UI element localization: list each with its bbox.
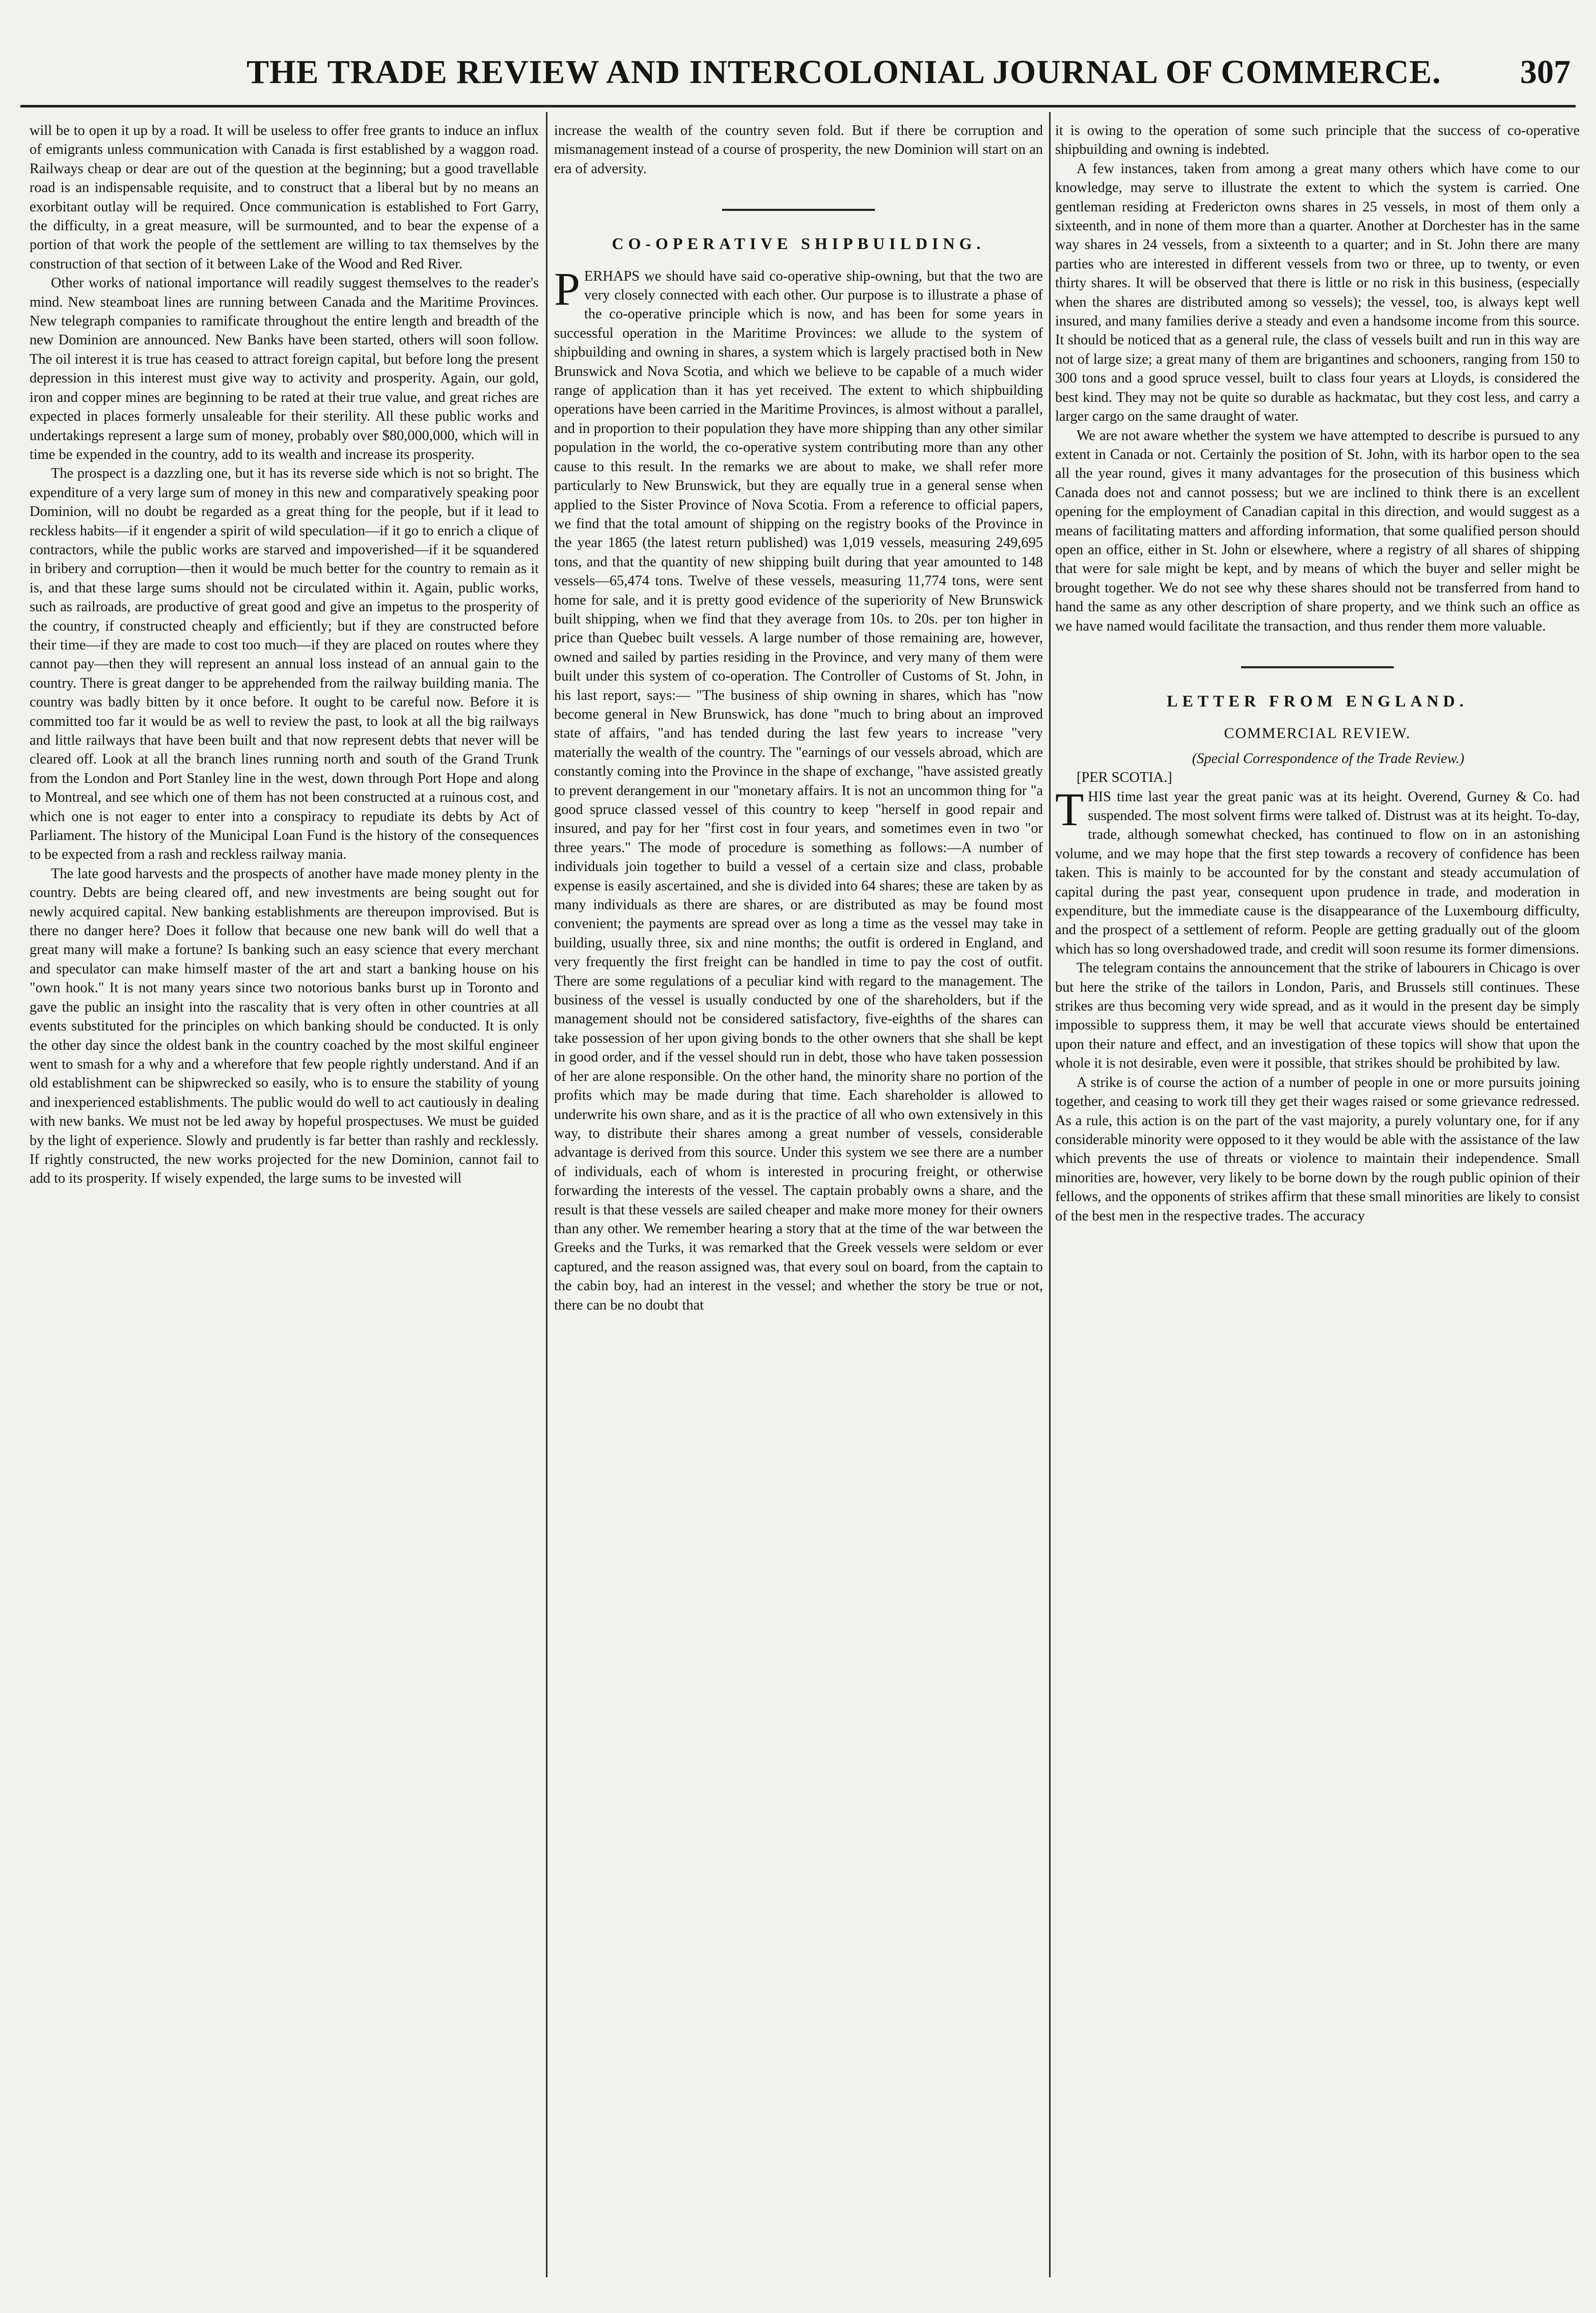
paragraph: it is owing to the operation of some such principle that the success of co-operative shipbuilding and owning is indebted. bbox=[1055, 123, 1580, 158]
column-2 bbox=[554, 121, 1043, 2273]
letter-title: LETTER FROM ENGLAND. bbox=[1167, 691, 1468, 710]
paragraph: HIS time last year the great panic was at its height. Overend, Gurney & Co. had suspended. The most solvent firms were talked of. Distrust was at its height. To-day, trade, although somewhat checked, has continued to flow on in an astonishing volume, and we may hope that the first step towards a recovery of confidence has been taken. This is mainly to be accounted for by the constant and steady accumulation of capital during the past year, consequent upon prudence in trade, and moderation in expenditure, but the immediate cause is the disappearance of the Luxembourg difficulty, and the prospect of a settlement of reform. People are getting gradually out of the gloom which has so long overshadowed trade, and credit will soon resume its former dimensions. bbox=[1055, 788, 1580, 957]
letter-via: [PER SCOTIA.] bbox=[1077, 770, 1172, 786]
paragraph: The telegram contains the announcement that the strike of labourers in Chicago is over but here the strike of the tailors in London, Paris, and Brussels still continues. These strikes are thus becoming very wide spread, and as it would in the present day be simply impossible to suppress them, it may be well that accurate views should be entertained upon their nature and effect, and an investigation of these topics will show that upon the whole it is not desirable, even were it possible, that strikes should be prohibited by law. bbox=[1055, 960, 1580, 1072]
paragraph: ERHAPS we should have said co-operative ship-owning, but that the two are very closely connected with each other. Our purpose is to illustrate a phase of the co-operative principle which is now, and has been for some years in successful operation in the Maritime Provinces: we allude to the system of shipbuilding and owning in shares, a system which is largely practised both in New Brunswick and Nova Scotia, and which we believe to be capable of a much wider range of application than it has yet received. The extent to which shipbuilding operations have been carried in the Maritime Provinces, is almost without a parallel, and in proportion to their population they have more shipping than any other similar population in the world, the co-operative system contributing more than any other cause to this result. In the remarks we are about to make, we shall refer more particularly to New Brunswick, but they are equally true in a general sense when applied to the Sister Province of Nova Scotia. From a reference to official papers, we find that the total amount of shipping on the registry books of the Province in the year 1865 (the latest return published) was 1,019 vessels, measuring 249,695 tons, and that the quantity of new shipping built during that year amounted to 148 vessels—65,474 tons. Twelve of these vessels, measuring 11,774 tons, were sent home for sale, and it is pretty good evidence of the superiority of New Brunswick built shipping, when we find that they average from 10s. to 20s. per ton higher in price than Quebec built vessels. A large number of those remaining are, however, owned and sailed by parties residing in the Province, and very many of them were built under this system of co-operation. The Controller of Customs of St. John, in his last report, says:— "The business of ship owning in shares, which has "now become general in New Brunswick, has done "much to bring about an improved state of affairs, "and has tended during the last few years to increase "very materially the wealth of the country. The "earnings of our vessels abroad, which are constantly coming into the Province in the shape of exchange, "have assisted greatly to prevent derangement in our "monetary affairs. It is not an uncommon thing for "a good spruce classed vessel of this country to keep "herself in good repair and insured, and pay for her "first cost in four years, and sometimes even in two "or three years." The mode of procedure is something as follows:—A number of individuals join together to build a vessel of a certain size and class, probable expense is easily ascertained, and she is divided into 64 shares; these are taken by as many individuals as there are shares, or are distributed as may be found most convenient; the payments are spread over as long a time as the vessel may take in building, usually three, six and nine months; the outfit is ordered in England, and very frequently the first freight can be handled in time to pay the cost of outfit. There are some regulations of a peculiar kind with regard to the management. The business of the vessel is usually conducted by one of the shareholders, but if the management should not be considered satisfactory, five-eighths of the shares can take possession of her upon giving bonds to the other owners that she shall be kept in good order, and if the vessel should run in debt, those who have taken possession of her are alone responsible. On the other hand, the minority share no portion of the profits which may be made during that time. Each shareholder is allowed to underwrite his own share, and as it is the practice of all who own extensively in this way, to distribute their shares among a great number of vessels, considerable advantage is derived from this source. Under this system we see there are a number of individuals, each of whom is interested in procuring freight, or otherwise forwarding the interests of the vessel. The captain probably owns a share, and the result is that these vessels are sailed cheaper and make more money for their owners than any other. We remember hearing a story that at the time of the war between the Greeks and the Turks, it was remarked that the Greek vessels were seldom or ever captured, and the reason assigned was, that every soul on board, from the captain to the cabin boy, had an interest in the vessel; and whether the story be true or not, there can be no doubt that bbox=[554, 268, 1043, 1313]
drop-cap: T bbox=[1055, 783, 1084, 835]
paragraph: increase the wealth of the country seven fold. But if there be corruption and mismanagement instead of a course of prosperity, the new Dominion will start on an era of adversity. bbox=[554, 123, 1043, 177]
section-rule bbox=[1241, 666, 1394, 668]
article-title: CO-OPERATIVE SHIPBUILDING. bbox=[612, 234, 985, 253]
paragraph: We are not aware whether the system we have attempted to describe is pursued to any extent in Canada or not. Certainly the position of St. John, with its harbor open to the sea all the year round, gives it many advantages for the prosecution of this business which Canada does not and cannot possess; but we are inclined to think there is an excellent opening for the employment of Canadian capital in this direction, and would suggest as a means of facilitating matters and affording information, that some qualified person should open an office, either in St. John or elsewhere, where a registry of all shares of shipping that were for sale might be kept, and by means of which the buyer and seller might be brought together. We do not see why these shares should not be transferred from hand to hand the same as any other description of share property, and we think such an office as we have named would facilitate the transaction, and thus render them more valuable. bbox=[1055, 427, 1580, 634]
column-1 bbox=[30, 121, 539, 2273]
page-number: 307 bbox=[1520, 53, 1571, 91]
paragraph: A strike is of course the action of a number of people in one or more pursuits joining together, and ceasing to work till they get their wages raised or some grievance redressed. As a rule, this action is on the part of the vast majority, a purely voluntary one, for if any considerable minority were opposed to it they would be able with the assistance of the law which prevents the use of threats or violence to maintain their independence. Small minorities are, however, very likely to be borne down by the rough public opinion of their fellows, and the opponents of strikes affirm that these small minorities are likely to consist of the best men in the respective trades. The accuracy bbox=[1055, 1074, 1580, 1224]
running-head bbox=[20, 49, 1576, 107]
paragraph: The late good harvests and the prospects of another have made money plenty in the country. Debts are being cleared off, and new investments are being sought out for newly acquired capital. New banking establishments are thereupon improvised. But is there no danger here? Does it follow that because one new bank will do well that a great many will make a fortune? Is banking such an easy science that every merchant and speculator can make himself master of the art and start a banking house on his "own hook." It is not many years since two notorious banks burst up in Toronto and gave the public an insight into the rascality that is very often in other countries at all events substituted for the principles on which banking should be conducted. It is only the other day since the oldest bank in the country coached by the most skilful engineer went to smash for a why and a wherefore that few people rightly understand. And if an old establishment can be shipwrecked so easily, who is to ensure the stability of young and inexperienced establishments. The public would do well to act cautiously in dealing with new banks. We must not be led away by hopeful prospectuses. We must be guided by the light of experience. Slowly and prudently is far better than rashly and recklessly. If rightly constructed, the new works projected for the new Dominion, cannot fail to add to its prosperity. If wisely expended, the large sums to be invested will bbox=[30, 865, 539, 1187]
paragraph: Other works of national importance will readily suggest themselves to the reader's mind. New steamboat lines are running between Canada and the Maritime Provinces. New telegraph companies to ramificate throughout the entire length and breadth of the new Dominion are announced. New Banks have been started, others will soon follow. The oil interest it is true has ceased to attract foreign capital, but before long the present depression in this interest must give way to activity and prosperity. Again, our gold, iron and copper mines are beginning to be rated at their true value, and great riches are expected in places formerly unsaleable for their sterility. All these public works and undertakings represent a large sum of money, probably over $80,000,000, which will in time be expended in the country, add to its wealth and increase its prosperity. bbox=[30, 275, 539, 462]
column-3 bbox=[1055, 121, 1580, 2273]
letter-subtitle: COMMERCIAL REVIEW. bbox=[1224, 725, 1411, 742]
letter-byline: (Special Correspondence of the Trade Review.) bbox=[1192, 750, 1465, 767]
column-divider-2 bbox=[1049, 112, 1051, 2277]
article-body bbox=[554, 262, 1043, 1315]
paragraph: The prospect is a dazzling one, but it has its reverse side which is not so bright. The expenditure of a very large sum of money in this new and comparatively speaking poor Dominion, will no doubt be regarded as a great thing for the people, but if it lead to reckless habits—if it engender a spirit of wild speculation—if it go to enrich a clique of contractors, while the public works are starved and impoverished—if it be squandered in bribery and corruption—then it would be much better for the country to remain as it is, and that these large sums should not be circulated within it. Again, public works, such as railroads, are productive of great good and give an impetus to the prosperity of the country, if constructed cheaply and efficiently; but if they are constructed before their time—if they are made to cost too much—if they are placed on routes where they cannot pay—then they will represent an annual loss instead of an annual gain to the country. There is great danger to be apprehended from the railway building mania. The country was badly bitten by it once before. It ought to be careful now. Before it is committed too far it would be as well to review the past, to look at all the big railways and little railways that have been built and that now represent debts that never will be cleared off. Look at all the branch lines running north and south of the Grand Trunk from the London and Port Stanley line in the west, down through Port Hope and along to Montreal, and see which one of them has not been constructed at a ruinous cost, and which one is not eager to enter into a conspiracy to repudiate its debts by Act of Parliament. The history of the Municipal Loan Fund is the history of the consequences to be expected from a rash and reckless railway mania. bbox=[30, 466, 539, 863]
drop-cap: P bbox=[554, 262, 581, 315]
letter-body bbox=[1055, 783, 1580, 959]
journal-title: THE TRADE REVIEW AND INTERCOLONIAL JOURNAL OF COMMERCE. bbox=[246, 53, 1441, 91]
paragraph: will be to open it up by a road. It will be useless to offer free grants to induce an influx of emigrants unless communication with Canada is first established by a waggon road. Railways cheap or dear are out of the question at the beginning; but a good travellable road is an indispensable requisite, and to construct that a liberal but by no means an exorbitant outlay will be required. Once communication is established to Fort Garry, the difficulty, in a great measure, will be surmounted, and to bear the expense of a portion of that work the people of the settlement are willing to tax themselves by the construction of that section of it between Lake of the Wood and Red River. bbox=[30, 123, 539, 272]
paragraph: A few instances, taken from among a great many others which have come to our knowledge, may serve to illustrate the extent to which the system is carried. One gentleman residing at Fredericton owns shares in 25 vessels, in most of them only a sixteenth, and in none of them more than a quarter. Another at Dorchester has in the same way shares in 24 vessels, from a sixteenth to a quarter; and in St. John there are many parties who are interested in different vessels from two or three, up to twenty, or even thirty shares. It will be observed that there is little or no risk in this business, (especially when the shares are distributed among so vessels); the vessel, too, is always kept well insured, and many families derive a steady and even a handsome income from this source. It should be noticed that as a general rule, the class of vessels built and run in this way are not of large size; a great many of them are brigantines and schooners, ranging from 150 to 300 tons and a good spruce vessel, built to class four years at Lloyds, is considered the best kind. They may not be quite so durable as hackmatac, but they cost less, and carry a larger cargo on the same draught of water. bbox=[1055, 160, 1580, 425]
section-rule bbox=[722, 209, 875, 211]
column-divider-1 bbox=[546, 112, 547, 2277]
